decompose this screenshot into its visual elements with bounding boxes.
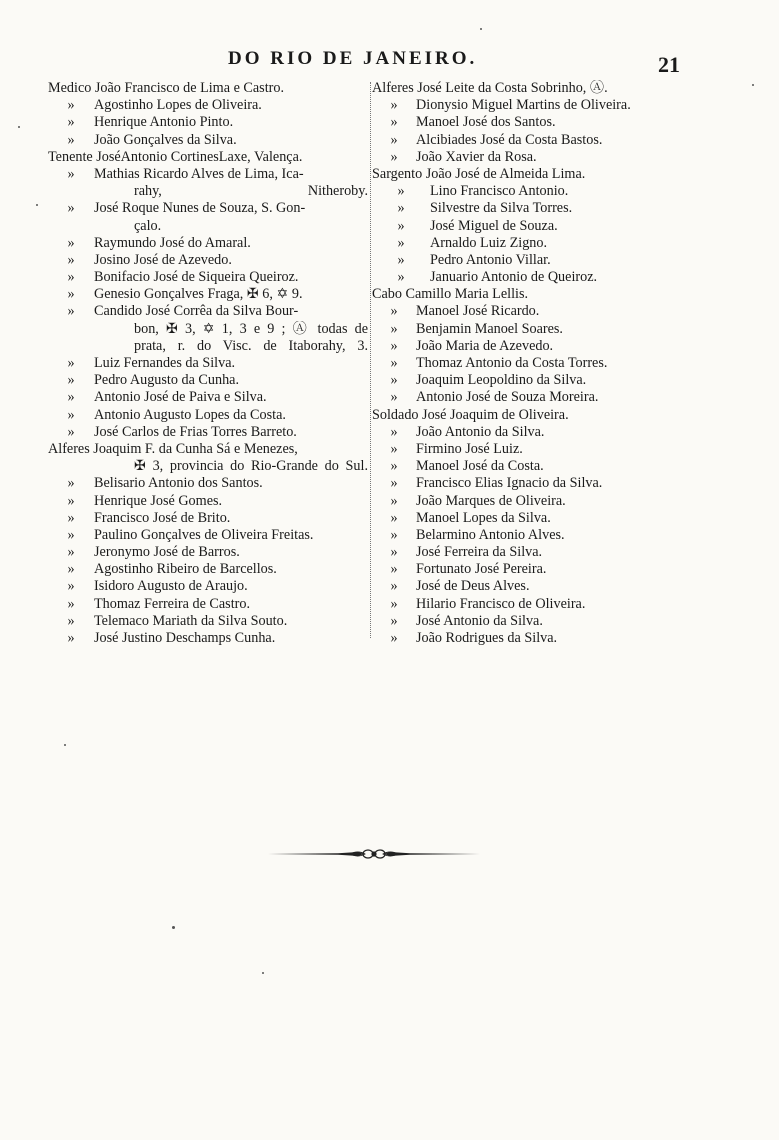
entry-text: Arnaldo Luiz Zigno. <box>430 234 548 251</box>
entry-text: Tenente JoséAntonio CortinesLaxe, Valença. <box>48 148 303 165</box>
left-column-entry <box>48 355 368 372</box>
right-column-entry <box>372 252 684 269</box>
entry-text: Francisco Elias Ignacio da Silva. <box>416 475 603 492</box>
page-title: DO RIO DE JANEIRO. <box>228 48 478 69</box>
ditto-mark: » <box>390 114 398 131</box>
entry-text: Manoel José da Costa. <box>416 458 544 475</box>
ditto-mark: » <box>390 595 398 612</box>
entry-text: Antonio José de Souza Moreira. <box>416 389 599 406</box>
entry-text: Januario Antonio de Queiroz. <box>430 269 598 286</box>
ditto-mark: » <box>67 286 75 303</box>
ditto-mark: » <box>67 355 75 371</box>
right-column-entry <box>372 424 684 441</box>
right-column-entry <box>372 200 684 217</box>
left-column-entry <box>48 578 368 595</box>
ditto-mark: » <box>390 423 398 440</box>
entry-text: Fortunato José Pereira. <box>416 561 547 578</box>
entry-text: çalo. <box>134 217 162 234</box>
entry-text: José Carlos de Frias Torres Barreto. <box>94 423 297 440</box>
ditto-mark: » <box>67 526 75 543</box>
left-column-entry <box>48 389 368 406</box>
ditto-mark: » <box>390 337 398 354</box>
ditto-mark: » <box>390 578 398 595</box>
entry-text: Alferes Joaquim F. da Cunha Sá e Menezes, <box>48 440 298 457</box>
ditto-mark: » <box>390 440 398 457</box>
ditto-mark: » <box>67 234 75 251</box>
entry-text: Jeronymo José de Barros. <box>94 544 240 561</box>
right-column-entry <box>372 458 684 475</box>
ditto-mark: » <box>67 303 75 320</box>
ditto-mark: » <box>390 475 398 492</box>
entry-text: Soldado José Joaquim de Oliveira. <box>372 406 569 423</box>
ditto-mark: » <box>67 509 75 526</box>
entry-text: Dionysio Miguel Martins de Oliveira. <box>416 97 631 114</box>
right-column-entry <box>372 286 684 303</box>
right-column-entry <box>372 80 684 97</box>
right-column-entry <box>372 493 684 510</box>
ditto-mark: » <box>390 148 398 165</box>
ditto-mark: » <box>67 475 75 492</box>
ditto-mark: » <box>67 630 75 646</box>
ditto-mark: » <box>67 97 75 114</box>
ditto-mark: » <box>397 269 405 286</box>
entry-text: João Rodrigues da Silva. <box>416 630 558 646</box>
entry-text: Genesio Gonçalves Fraga, ✠ 6, ✡ 9. <box>94 286 303 303</box>
entry-text: Henrique José Gomes. <box>94 492 223 509</box>
entry-text: João Antonio da Silva. <box>416 423 545 440</box>
entry-text: João Xavier da Rosa. <box>416 148 537 165</box>
right-column-entry <box>372 596 684 613</box>
ditto-mark: » <box>397 251 405 268</box>
left-column-entry <box>48 458 368 475</box>
ditto-mark: » <box>67 372 75 389</box>
ditto-mark: » <box>390 389 398 406</box>
entry-text: Antonio Augusto Lopes da Costa. <box>94 406 286 423</box>
ditto-mark: » <box>67 492 75 509</box>
right-column-entry <box>372 97 684 114</box>
left-column <box>48 80 368 647</box>
left-column-entry <box>48 321 368 338</box>
entry-text: Francisco José de Brito. <box>94 509 231 526</box>
left-column-entry <box>48 613 368 630</box>
right-column-entry <box>372 132 684 149</box>
left-column-entry <box>48 132 368 149</box>
right-column-entry <box>372 372 684 389</box>
entry-text: Luiz Fernandes da Silva. <box>94 355 236 371</box>
right-column-entry <box>372 510 684 527</box>
paper-speck <box>64 744 66 746</box>
ditto-mark: » <box>390 131 398 148</box>
ditto-mark: » <box>67 200 75 217</box>
ditto-mark: » <box>67 131 75 148</box>
entry-text: Agostinho Lopes de Oliveira. <box>94 97 262 114</box>
column-divider <box>370 82 371 638</box>
left-column-entry <box>48 235 368 252</box>
right-column-entry <box>372 544 684 561</box>
left-column-entry <box>48 424 368 441</box>
ditto-mark: » <box>390 630 398 646</box>
right-column <box>372 80 684 647</box>
right-column-entry <box>372 389 684 406</box>
entry-text: rahy, Nitheroby. <box>134 183 368 200</box>
entry-text: Henrique Antonio Pinto. <box>94 114 234 131</box>
entry-text: ✠ 3, provincia do Rio-Grande do Sul. <box>134 458 368 475</box>
entry-text: Thomaz Antonio da Costa Torres. <box>416 355 608 371</box>
ditto-mark: » <box>67 595 75 612</box>
entry-text: Pedro Augusto da Cunha. <box>94 372 240 389</box>
paper-speck <box>172 926 175 929</box>
left-column-entry <box>48 475 368 492</box>
left-column-entry <box>48 200 368 217</box>
entry-text: Josino José de Azevedo. <box>94 251 232 268</box>
entry-text: Raymundo José do Amaral. <box>94 234 251 251</box>
ditto-mark: » <box>390 355 398 371</box>
right-column-entry <box>372 183 684 200</box>
right-column-entry <box>372 303 684 320</box>
ditto-mark: » <box>397 234 405 251</box>
right-column-entry <box>372 407 684 424</box>
left-column-entry <box>48 338 368 355</box>
entry-text: Manoel José Ricardo. <box>416 303 540 320</box>
entry-text: Manoel Lopes da Silva. <box>416 509 551 526</box>
entry-text: José Roque Nunes de Souza, S. Gon- <box>94 200 306 217</box>
entry-text: Candido José Corrêa da Silva Bour- <box>94 303 299 320</box>
entry-text: prata, r. do Visc. de Itaborahy, 3. <box>134 337 368 354</box>
ditto-mark: » <box>390 561 398 578</box>
ditto-mark: » <box>67 114 75 131</box>
ditto-mark: » <box>390 612 398 629</box>
entry-text: Alcibiades José da Costa Bastos. <box>416 131 603 148</box>
ditto-mark: » <box>67 544 75 561</box>
entry-text: Joaquim Leopoldino da Silva. <box>416 372 587 389</box>
ditto-mark: » <box>390 303 398 320</box>
right-column-entry <box>372 338 684 355</box>
right-column-entry <box>372 630 684 647</box>
left-column-entry <box>48 527 368 544</box>
ditto-mark: » <box>390 97 398 114</box>
paper-speck <box>36 204 38 206</box>
entry-text: Sargento João José de Almeida Lima. <box>372 165 586 182</box>
entry-text: João Marques de Oliveira. <box>416 492 566 509</box>
ditto-mark: » <box>67 165 75 182</box>
entry-text: Belisario Antonio dos Santos. <box>94 475 263 492</box>
entry-text: Pedro Antonio Villar. <box>430 251 551 268</box>
entry-text: Isidoro Augusto de Araujo. <box>94 578 248 595</box>
ditto-mark: » <box>67 561 75 578</box>
ditto-mark: » <box>397 200 405 217</box>
right-column-entry <box>372 613 684 630</box>
entry-text: Benjamin Manoel Soares. <box>416 320 563 337</box>
left-column-entry <box>48 561 368 578</box>
entry-text: Lino Francisco Antonio. <box>430 183 569 200</box>
ditto-mark: » <box>397 217 405 234</box>
entry-text: João Maria de Azevedo. <box>416 337 554 354</box>
paper-speck <box>752 84 754 86</box>
left-column-entry <box>48 510 368 527</box>
right-column-entry <box>372 475 684 492</box>
right-column-entry <box>372 149 684 166</box>
entry-text: Medico João Francisco de Lima e Castro. <box>48 80 284 96</box>
ditto-mark: » <box>67 269 75 286</box>
ditto-mark: » <box>67 406 75 423</box>
ditto-mark: » <box>397 183 405 200</box>
paper-speck <box>480 28 482 30</box>
left-column-entry <box>48 372 368 389</box>
entry-text: Belarmino Antonio Alves. <box>416 526 565 543</box>
ditto-mark: » <box>390 544 398 561</box>
entry-text: José de Deus Alves. <box>416 578 530 595</box>
entry-text: Agostinho Ribeiro de Barcellos. <box>94 561 277 578</box>
ditto-mark: » <box>390 509 398 526</box>
right-column-entry <box>372 235 684 252</box>
ditto-mark: » <box>67 578 75 595</box>
right-column-entry <box>372 527 684 544</box>
entry-text: José Justino Deschamps Cunha. <box>94 630 276 646</box>
right-column-entry <box>372 561 684 578</box>
page-number: 21 <box>658 52 680 77</box>
left-column-entry <box>48 80 368 97</box>
ditto-mark: » <box>390 492 398 509</box>
entry-text: bon, ✠ 3, ✡ 1, 3 e 9 ; Ⓐ todas de <box>134 320 368 337</box>
right-column-entry <box>372 114 684 131</box>
left-column-entry <box>48 183 368 200</box>
entry-text: Paulino Gonçalves de Oliveira Freitas. <box>94 526 314 543</box>
ditto-mark: » <box>67 612 75 629</box>
left-column-entry <box>48 269 368 286</box>
entry-text: Mathias Ricardo Alves de Lima, Ica- <box>94 165 304 182</box>
ditto-mark: » <box>67 389 75 406</box>
entry-text: José Ferreira da Silva. <box>416 544 543 561</box>
ornament-divider <box>268 848 480 860</box>
ditto-mark: » <box>390 372 398 389</box>
right-column-entry <box>372 218 684 235</box>
right-column-entry <box>372 578 684 595</box>
left-column-entry <box>48 407 368 424</box>
ditto-mark: » <box>67 251 75 268</box>
entry-text: Hilario Francisco de Oliveira. <box>416 595 586 612</box>
ditto-mark: » <box>67 423 75 440</box>
left-column-entry <box>48 303 368 320</box>
left-column-entry <box>48 630 368 647</box>
entry-text: Manoel José dos Santos. <box>416 114 556 131</box>
left-column-entry <box>48 252 368 269</box>
paper-speck <box>18 126 20 128</box>
ditto-mark: » <box>390 320 398 337</box>
left-column-entry <box>48 149 368 166</box>
paper-speck <box>262 972 264 974</box>
entry-text: Telemaco Mariath da Silva Souto. <box>94 612 288 629</box>
left-column-entry <box>48 493 368 510</box>
ditto-mark: » <box>390 458 398 475</box>
left-column-entry <box>48 97 368 114</box>
right-column-entry <box>372 269 684 286</box>
entry-text: João Gonçalves da Silva. <box>94 131 237 148</box>
entry-text: Thomaz Ferreira de Castro. <box>94 595 251 612</box>
entry-text: Firmino José Luiz. <box>416 440 523 457</box>
right-column-entry <box>372 355 684 372</box>
page-header <box>0 48 779 78</box>
entry-text: Cabo Camillo Maria Lellis. <box>372 286 529 303</box>
entry-text: Silvestre da Silva Torres. <box>430 200 573 217</box>
ditto-mark: » <box>390 526 398 543</box>
left-column-entry <box>48 114 368 131</box>
entry-text: Bonifacio José de Siqueira Queiroz. <box>94 269 299 286</box>
right-column-entry <box>372 441 684 458</box>
entry-text: Antonio José de Paiva e Silva. <box>94 389 267 406</box>
right-column-entry <box>372 166 684 183</box>
entry-text: José Miguel de Souza. <box>430 217 558 234</box>
left-column-entry <box>48 544 368 561</box>
right-column-entry <box>372 321 684 338</box>
left-column-entry <box>48 286 368 303</box>
left-column-entry <box>48 166 368 183</box>
left-column-entry <box>48 441 368 458</box>
entry-text: Alferes José Leite da Costa Sobrinho, Ⓐ. <box>372 80 608 96</box>
entry-text: José Antonio da Silva. <box>416 612 543 629</box>
left-column-entry <box>48 218 368 235</box>
left-column-entry <box>48 596 368 613</box>
